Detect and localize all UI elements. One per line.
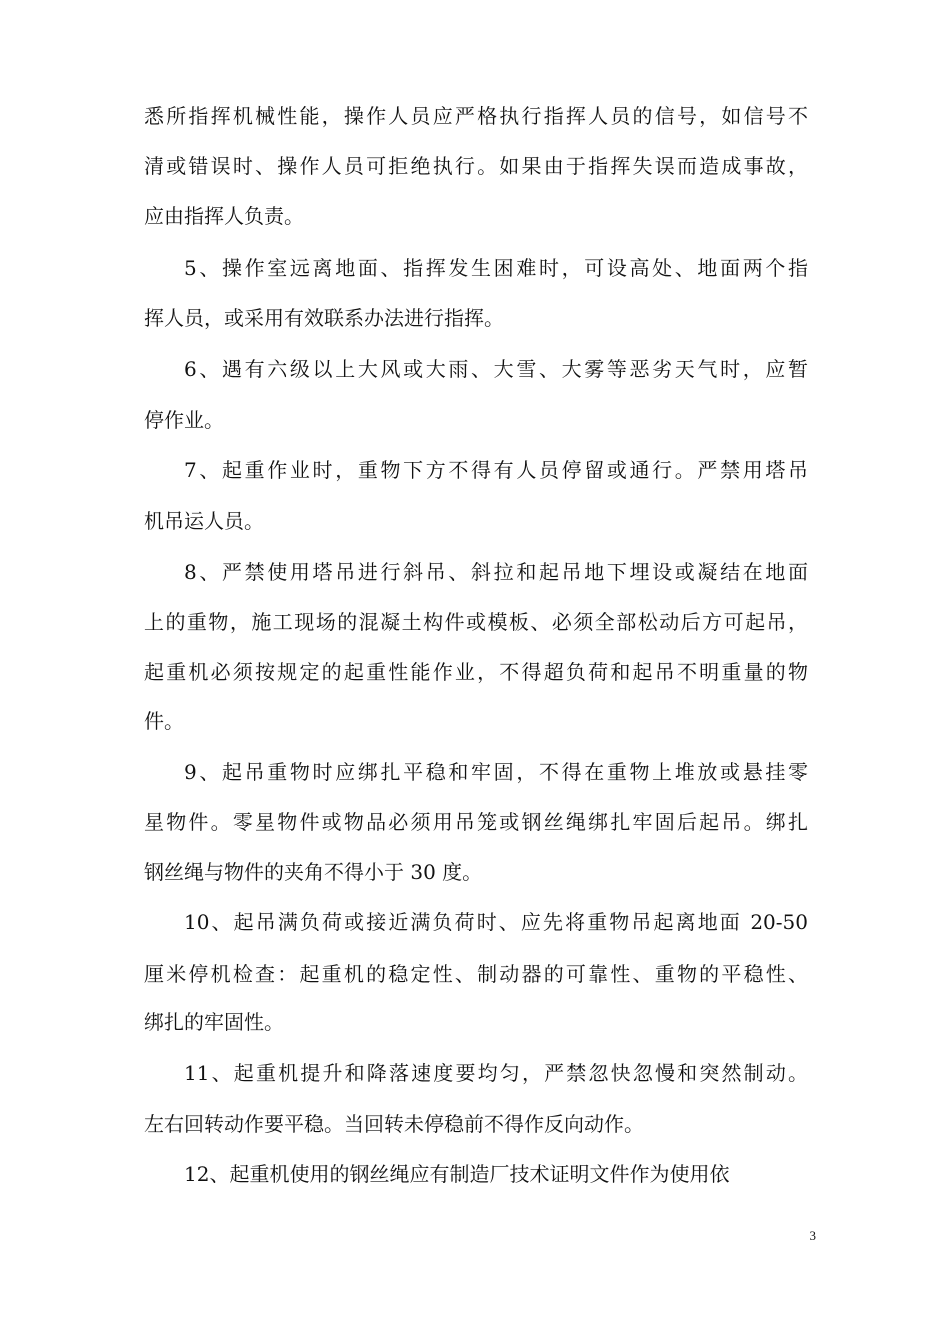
text-line: 机吊运人员。 bbox=[144, 509, 264, 533]
text-line: 件。 bbox=[144, 709, 184, 733]
text-line: 上的重物，施工现场的混凝土构件或模板、必须全部松动后方可起吊， bbox=[144, 610, 808, 634]
text-line: 左右回转动作要平稳。当回转未停稳前不得作反向动作。 bbox=[144, 1112, 644, 1136]
paragraph-8-line: 8、严禁使用塔吊进行斜吊、斜拉和起吊地下埋设或凝结在地面 bbox=[184, 560, 808, 584]
text-line: 绑扎的牢固性。 bbox=[144, 1010, 284, 1034]
text-line: 钢丝绳与物件的夹角不得小于 30 度。 bbox=[144, 860, 483, 884]
text-line: 应由指挥人负责。 bbox=[144, 204, 304, 228]
text-line: 起重机必须按规定的起重性能作业，不得超负荷和起吊不明重量的物 bbox=[144, 660, 808, 684]
paragraph-7-line: 7、起重作业时，重物下方不得有人员停留或通行。严禁用塔吊 bbox=[184, 458, 808, 482]
text-line: 悉所指挥机械性能，操作人员应严格执行指挥人员的信号，如信号不 bbox=[144, 104, 808, 128]
paragraph-11-line: 11、起重机提升和降落速度要均匀，严禁忽快忽慢和突然制动。 bbox=[184, 1061, 808, 1085]
paragraph-10-line: 10、起吊满负荷或接近满负荷时、应先将重物吊起离地面 20-50 bbox=[184, 910, 808, 934]
paragraph-5-line: 5、操作室远离地面、指挥发生困难时，可设高处、地面两个指 bbox=[184, 256, 808, 280]
text-line: 星物件。零星物件或物品必须用吊笼或钢丝绳绑扎牢固后起吊。绑扎 bbox=[144, 810, 808, 834]
paragraph-12-line: 12、起重机使用的钢丝绳应有制造厂技术证明文件作为使用依 bbox=[184, 1162, 730, 1186]
text-line: 清或错误时、操作人员可拒绝执行。如果由于指挥失误而造成事故， bbox=[144, 154, 808, 178]
page-number: 3 bbox=[809, 1228, 816, 1243]
text-line: 挥人员，或采用有效联系办法进行指挥。 bbox=[144, 306, 504, 330]
paragraph-6-line: 6、遇有六级以上大风或大雨、大雪、大雾等恶劣天气时，应暂 bbox=[184, 357, 808, 381]
text-line: 厘米停机检查：起重机的稳定性、制动器的可靠性、重物的平稳性、 bbox=[144, 962, 808, 986]
paragraph-9-line: 9、起吊重物时应绑扎平稳和牢固，不得在重物上堆放或悬挂零 bbox=[184, 760, 808, 784]
text-line: 停作业。 bbox=[144, 408, 224, 432]
